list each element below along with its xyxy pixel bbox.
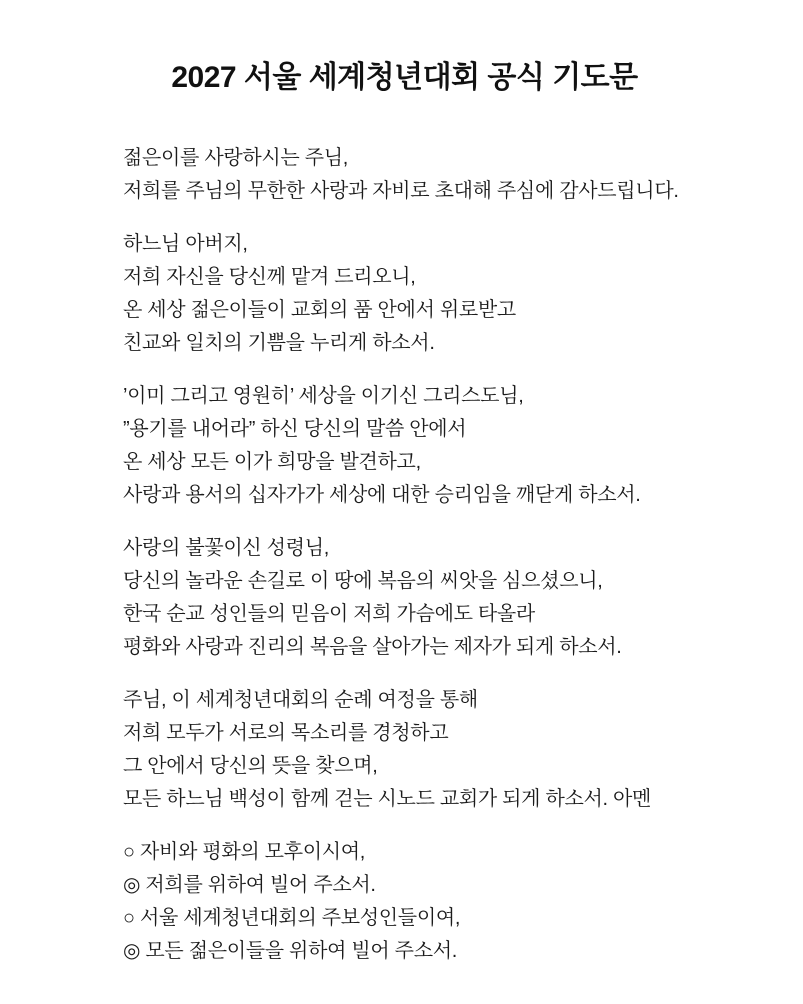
prayer-line: 저희를 주님의 무한한 사랑과 자비로 초대해 주심에 감사드립니다. bbox=[123, 180, 679, 202]
prayer-stanza-father bbox=[123, 228, 683, 360]
prayer-stanza-christ bbox=[123, 380, 683, 512]
response-line: ◎ 저희를 위하여 빌어 주소서. bbox=[123, 874, 376, 896]
title-spacer bbox=[123, 96, 683, 142]
response-line: ◎ 모든 젊은이들을 위하여 빌어 주소서. bbox=[123, 940, 457, 962]
prayer-stanza-versicle-response bbox=[123, 836, 683, 968]
prayer-line: 그 안에서 당신의 뜻을 찾으며, bbox=[123, 755, 378, 777]
prayer-line: 평화와 사랑과 진리의 복음을 살아가는 제자가 되게 하소서. bbox=[123, 636, 622, 658]
prayer-line: 사랑과 용서의 십자가가 세상에 대한 승리임을 깨닫게 하소서. bbox=[123, 484, 641, 506]
prayer-line: 주님, 이 세계청년대회의 순례 여정을 통해 bbox=[123, 689, 478, 711]
prayer-line: ’이미 그리고 영원히’ 세상을 이기신 그리스도님, bbox=[123, 385, 524, 407]
prayer-stanza-invocation bbox=[123, 142, 683, 208]
prayer-line: 저희 모두가 서로의 목소리를 경청하고 bbox=[123, 722, 449, 744]
prayer-line: 온 세상 모든 이가 희망을 발견하고, bbox=[123, 451, 421, 473]
prayer-line: 저희 자신을 당신께 맡겨 드리오니, bbox=[123, 266, 416, 288]
prayer-line: 당신의 놀라운 손길로 이 땅에 복음의 씨앗을 심으셨으니, bbox=[123, 570, 603, 592]
prayer-line: 사랑의 불꽃이신 성령님, bbox=[123, 537, 329, 559]
versicle-line: ○ 서울 세계청년대회의 주보성인들이여, bbox=[123, 907, 461, 929]
page-title: 2027 서울 세계청년대회 공식 기도문 bbox=[171, 61, 638, 94]
prayer-line: 하느님 아버지, bbox=[123, 233, 248, 255]
prayer-line: 한국 순교 성인들의 믿음이 저희 가슴에도 타올라 bbox=[123, 603, 535, 625]
prayer-line: ”용기를 내어라” 하신 당신의 말씀 안에서 bbox=[123, 418, 467, 440]
prayer-line: 모든 하느님 백성이 함께 걷는 시노드 교회가 되게 하소서. 아멘 bbox=[123, 788, 652, 810]
prayer-stanza-pilgrimage bbox=[123, 684, 683, 816]
prayer-line: 젊은이를 사랑하시는 주님, bbox=[123, 147, 348, 169]
prayer-line: 온 세상 젊은이들이 교회의 품 안에서 위로받고 bbox=[123, 299, 516, 321]
versicle-line: ○ 자비와 평화의 모후이시여, bbox=[123, 841, 366, 863]
prayer-line: 친교와 일치의 기쁨을 누리게 하소서. bbox=[123, 332, 435, 354]
prayer-stanza-holy-spirit bbox=[123, 532, 683, 664]
